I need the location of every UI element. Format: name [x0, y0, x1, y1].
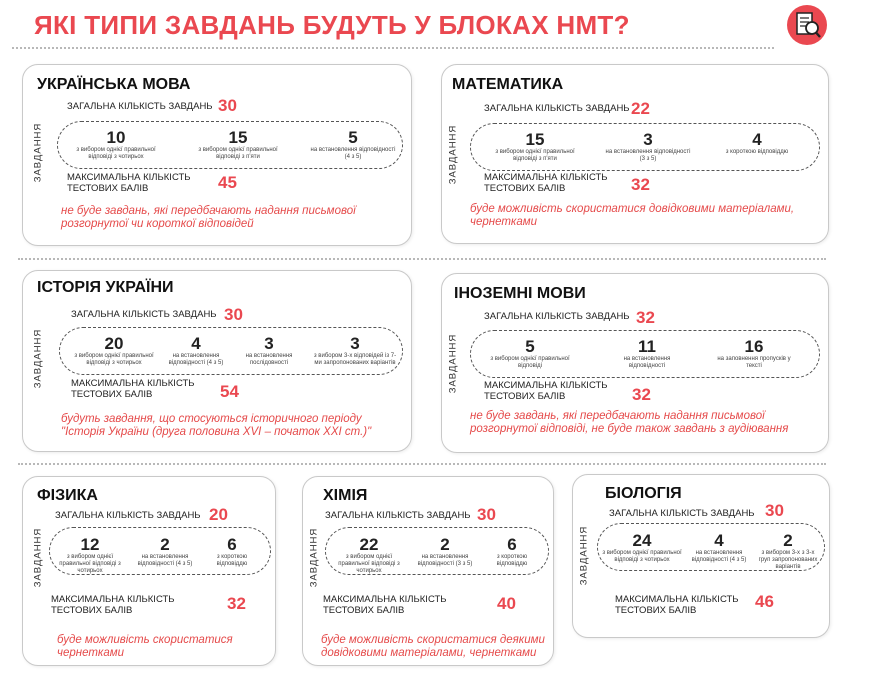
- tasks-pill: [470, 330, 820, 378]
- task-item: 4 з короткою відповіддю: [725, 130, 789, 155]
- total-count: 30: [218, 96, 237, 115]
- task-item: 2 на встановлення відповідності (3 з 5): [417, 535, 473, 567]
- tasks-vertical-label: ЗАВДАННЯ: [578, 525, 590, 586]
- subject-note: не буде завдань, які передбачають надання письмової розгорнутої відповіді, не буде також завдань з аудіювання: [470, 410, 789, 435]
- max-score: 32: [632, 385, 651, 404]
- max-label: МАКСИМАЛЬНА КІЛЬКІСТЬ ТЕСТОВИХ БАЛІВ: [484, 380, 608, 402]
- max-score: 32: [631, 175, 650, 194]
- tasks-vertical-label: ЗАВДАННЯ: [32, 527, 44, 588]
- row-divider: [18, 463, 826, 465]
- total-count: 30: [477, 505, 496, 524]
- tasks-pill: [470, 123, 820, 171]
- max-score: 54: [220, 382, 239, 401]
- subject-note: будуть завдання, що стосуються історичного періоду "Історія України (друга половина XVI – початок XXI ст.)": [61, 413, 372, 438]
- subject-note: буде можливість скористатися чернетками: [57, 634, 233, 659]
- page-title: ЯКІ ТИПИ ЗАВДАНЬ БУДУТЬ У БЛОКАХ НМТ?: [34, 10, 630, 40]
- task-item: 3 на встановлення послідовності: [245, 334, 293, 366]
- max-score: 46: [755, 592, 774, 611]
- card-foreign-languages: [441, 273, 829, 453]
- tasks-pill: [597, 523, 825, 571]
- document-magnifier-icon: [786, 4, 828, 46]
- task-item: 20 з вибором однієї правильної відповіді з чотирьох: [74, 334, 154, 366]
- max-label: МАКСИМАЛЬНА КІЛЬКІСТЬ ТЕСТОВИХ БАЛІВ: [67, 172, 191, 194]
- total-label: ЗАГАЛЬНА КІЛЬКІСТЬ ЗАВДАНЬ: [325, 510, 471, 521]
- subject-title: УКРАЇНСЬКА МОВА: [37, 76, 191, 93]
- task-item: 10 з вибором однієї правильної відповіді з чотирьох: [76, 128, 156, 160]
- tasks-vertical-label: ЗАВДАННЯ: [308, 527, 320, 588]
- total-count: 32: [636, 308, 655, 327]
- total-label: ЗАГАЛЬНА КІЛЬКІСТЬ ЗАВДАНЬ: [484, 103, 630, 114]
- row-divider: [18, 258, 826, 260]
- max-label: МАКСИМАЛЬНА КІЛЬКІСТЬ ТЕСТОВИХ БАЛІВ: [323, 594, 447, 616]
- title-divider: [12, 47, 774, 49]
- task-item: 2 на встановлення відповідності (4 з 5): [137, 535, 193, 567]
- max-label: МАКСИМАЛЬНА КІЛЬКІСТЬ ТЕСТОВИХ БАЛІВ: [484, 172, 608, 194]
- task-item: 6 з короткою відповіддю: [216, 535, 248, 567]
- task-item: 22 з вибором однієї правильної відповіді з чотирьох: [338, 535, 400, 574]
- task-item: 4 на встановлення відповідності (4 з 5): [691, 531, 747, 563]
- task-item: 24 з вибором однієї правильної відповіді з чотирьох: [602, 531, 682, 563]
- task-item: 2 з вибором 3-х з 3-х груп запропонованих варіантів: [758, 531, 818, 570]
- total-count: 20: [209, 505, 228, 524]
- tasks-pill: [59, 327, 403, 375]
- subject-note: не буде завдань, які передбачають надання письмової розгорнутої чи короткої відповідей: [61, 205, 356, 230]
- max-label: МАКСИМАЛЬНА КІЛЬКІСТЬ ТЕСТОВИХ БАЛІВ: [615, 594, 739, 616]
- total-count: 30: [224, 305, 243, 324]
- task-item: 4 на встановлення відповідності (4 з 5): [168, 334, 224, 366]
- max-score: 40: [497, 594, 516, 613]
- subject-note: буде можливість скористатися деякими довідковими матеріалами, чернетками: [321, 634, 545, 659]
- max-score: 45: [218, 173, 237, 192]
- total-label: ЗАГАЛЬНА КІЛЬКІСТЬ ЗАВДАНЬ: [67, 101, 213, 112]
- max-score: 32: [227, 594, 246, 613]
- total-count: 22: [631, 99, 650, 118]
- total-label: ЗАГАЛЬНА КІЛЬКІСТЬ ЗАВДАНЬ: [55, 510, 201, 521]
- total-label: ЗАГАЛЬНА КІЛЬКІСТЬ ЗАВДАНЬ: [484, 311, 630, 322]
- max-label: МАКСИМАЛЬНА КІЛЬКІСТЬ ТЕСТОВИХ БАЛІВ: [71, 378, 195, 400]
- tasks-vertical-label: ЗАВДАННЯ: [447, 333, 459, 394]
- task-item: 3 з вибором 3-х відповідей із 7-ми запропонованих варіантів: [313, 334, 397, 366]
- task-item: 6 з короткою відповіддю: [496, 535, 528, 567]
- task-item: 15 з вибором однієї правильної відповіді з п'яти: [495, 130, 575, 162]
- task-item: 12 з вибором однієї правильної відповіді з чотирьох: [59, 535, 121, 574]
- max-label: МАКСИМАЛЬНА КІЛЬКІСТЬ ТЕСТОВИХ БАЛІВ: [51, 594, 175, 616]
- total-count: 30: [765, 501, 784, 520]
- tasks-pill: [49, 527, 271, 575]
- card-history-of-ukraine: [22, 270, 412, 452]
- task-item: 3 на встановлення відповідності (3 з 5): [605, 130, 691, 162]
- tasks-vertical-label: ЗАВДАННЯ: [32, 328, 44, 389]
- tasks-pill: [57, 121, 403, 169]
- card-biology: [572, 474, 830, 638]
- task-item: 5 з вибором однієї правильної відповіді: [490, 337, 570, 369]
- subject-note: буде можливість скористатися довідковими матеріалами, чернетками: [470, 203, 795, 228]
- task-item: 16 на заповнення пропусків у тексті: [717, 337, 791, 369]
- total-label: ЗАГАЛЬНА КІЛЬКІСТЬ ЗАВДАНЬ: [609, 508, 755, 519]
- card-chemistry: [302, 476, 554, 666]
- card-mathematics: [441, 64, 829, 244]
- tasks-vertical-label: ЗАВДАННЯ: [447, 124, 459, 185]
- total-label: ЗАГАЛЬНА КІЛЬКІСТЬ ЗАВДАНЬ: [71, 309, 217, 320]
- task-item: 15 з вибором однієї правильної відповіді з п'яти: [198, 128, 278, 160]
- card-ukrainian-language: [22, 64, 412, 246]
- subject-title: ФІЗИКА: [37, 487, 98, 504]
- card-physics: [22, 476, 276, 666]
- subject-title: ХІМІЯ: [323, 487, 368, 504]
- subject-title: ІНОЗЕМНІ МОВИ: [454, 285, 586, 302]
- subject-title: БІОЛОГІЯ: [605, 485, 682, 502]
- task-item: 5 на встановлення відповідності (4 з 5): [310, 128, 396, 160]
- subject-title: ІСТОРІЯ УКРАЇНИ: [37, 279, 174, 296]
- tasks-pill: [325, 527, 549, 575]
- tasks-vertical-label: ЗАВДАННЯ: [32, 122, 44, 183]
- task-item: 11 на встановлення відповідності: [623, 337, 671, 369]
- subject-title: МАТЕМАТИКА: [452, 76, 564, 93]
